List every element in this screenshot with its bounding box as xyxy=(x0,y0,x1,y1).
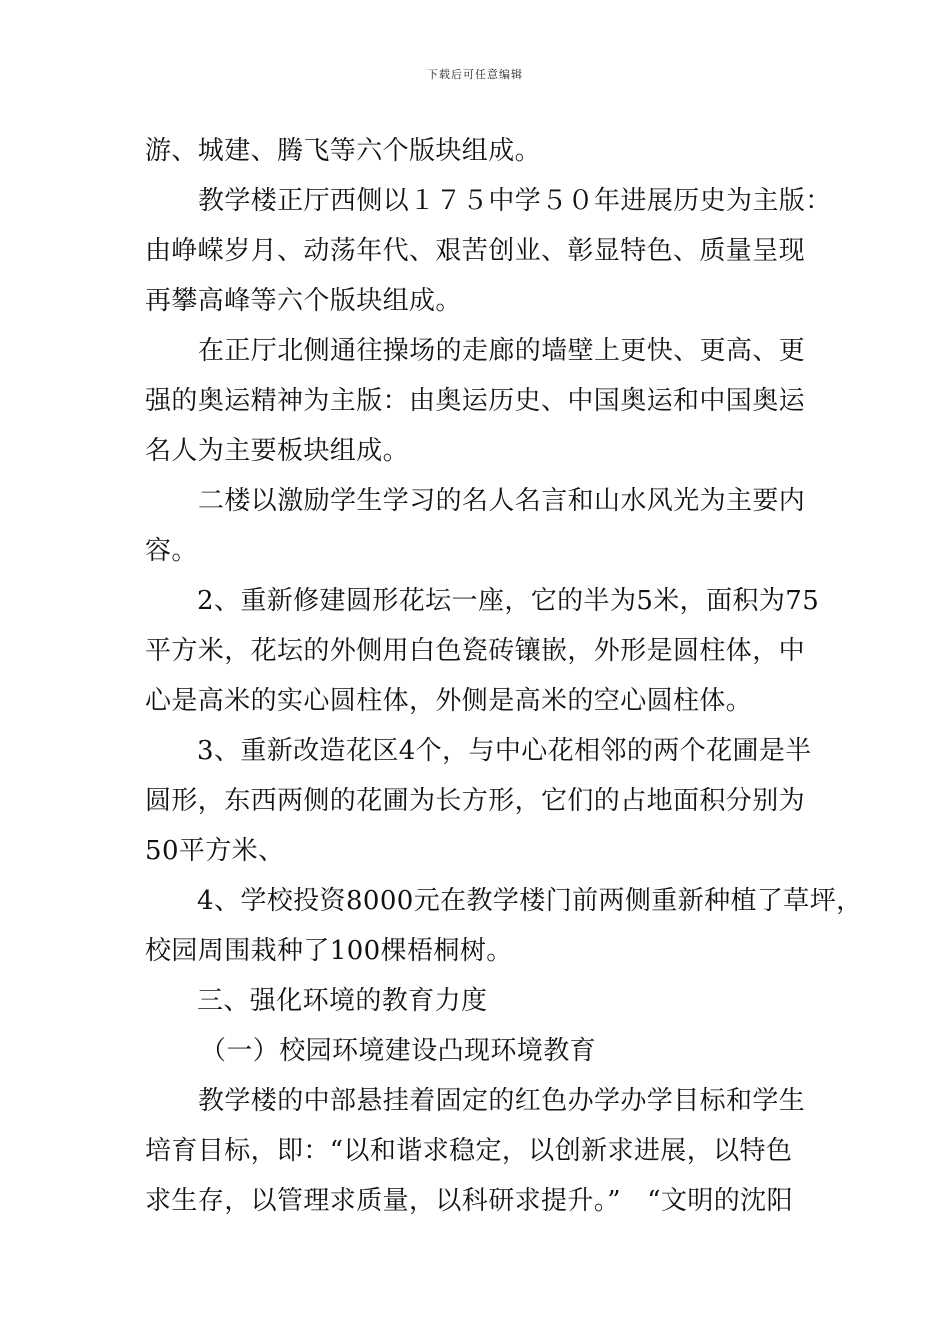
text-line: 名人为主要板块组成。 xyxy=(145,436,410,466)
text-line: 游、城建、腾飞等六个版块组成。 xyxy=(145,136,542,166)
text-line: 容。 xyxy=(145,536,198,566)
text-line: 培育目标，即：“以和谐求稳定，以创新求进展，以特色 xyxy=(145,1136,793,1166)
paragraph-first-line: 在正厅北侧通往操场的走廊的墙壁上更快、更高、更 xyxy=(198,336,806,366)
text-line: 求生存，以管理求质量，以科研求提升。” “文明的沈阳 xyxy=(145,1186,793,1216)
subsection-heading: （一）校园环境建设凸现环境教育 xyxy=(200,1036,597,1066)
paragraph-first-line: 4、学校投资8000元在教学楼门前两侧重新种植了草坪， xyxy=(197,886,863,916)
text-line: 校园周围栽种了100棵梧桐树。 xyxy=(145,936,513,966)
text-line: 圆形，东西两侧的花圃为长方形，它们的占地面积分别为 xyxy=(145,786,806,816)
document-body xyxy=(145,126,863,1226)
paragraph-first-line: 2、重新修建圆形花坛一座，它的半为5米，面积为75 xyxy=(197,586,820,616)
paragraph-first-line: 二楼以激励学生学习的名人名言和山水风光为主要内 xyxy=(198,486,806,516)
text-line: 由峥嵘岁月、动荡年代、艰苦创业、彰显特色、质量呈现 xyxy=(145,236,806,266)
paragraph-first-line: 教学楼的中部悬挂着固定的红色办学办学目标和学生 xyxy=(198,1086,806,1116)
text-line: 平方米，花坛的外侧用白色瓷砖镶嵌，外形是圆柱体，中 xyxy=(145,636,806,666)
page-header: 下载后可任意编辑 xyxy=(427,68,523,81)
paragraph-first-line: 教学楼正厅西侧以１７５中学５０年进展历史为主版： xyxy=(198,186,832,216)
text-line: 50平方米、 xyxy=(145,836,285,866)
text-line: 心是高米的实心圆柱体，外侧是高米的空心圆柱体。 xyxy=(145,686,753,716)
paragraph-first-line: 3、重新改造花区4个，与中心花相邻的两个花圃是半 xyxy=(197,736,812,766)
text-line: 再攀高峰等六个版块组成。 xyxy=(145,286,462,316)
section-heading: 三、强化环境的教育力度 xyxy=(197,986,488,1016)
text-line: 强的奥运精神为主版：由奥运历史、中国奥运和中国奥运 xyxy=(145,386,806,416)
